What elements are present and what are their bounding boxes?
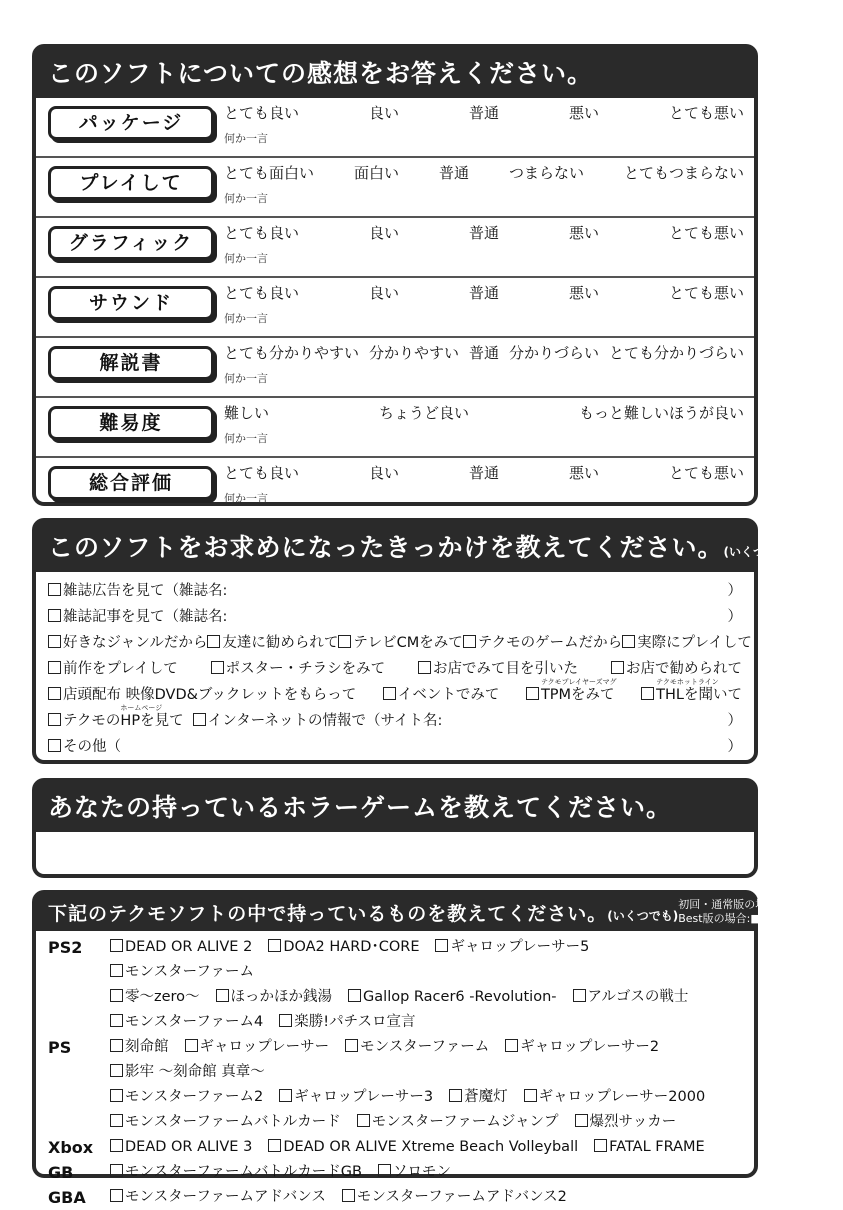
game-title: 楽勝!パチスロ宣言 [294,1014,416,1030]
checkbox[interactable] [268,1139,281,1152]
close-paren: ） [727,713,742,729]
platform-name [36,1010,110,1035]
reason-line-7 [48,734,742,760]
platform-name: GBA [48,1188,86,1207]
rating-row [36,98,754,156]
rating-option[interactable]: とても良い [224,224,300,242]
rating-option[interactable]: 分かりやすい [368,344,459,362]
reason-label: 前作をプレイして [63,661,178,677]
game-option [110,1160,362,1185]
checkbox[interactable] [48,583,61,596]
rating-option[interactable]: とても良い [224,464,300,482]
rating-option[interactable]: 悪い [568,284,599,302]
game-option [185,1035,330,1060]
rating-option[interactable]: 普通 [468,344,499,362]
rating-options [224,342,744,363]
checkbox[interactable] [378,1164,391,1177]
reason-label: お店でみて目を引いた [433,661,579,677]
checkbox[interactable] [279,1014,292,1027]
game-option [268,935,419,960]
rating-option[interactable]: 悪い [568,104,599,122]
reason-option [48,630,207,656]
checkbox[interactable] [526,687,539,700]
game-title: DEAD OR ALIVE 2 [125,939,253,955]
game-title: ほっかほか銭湯 [230,989,333,1005]
game-title: モンスターファームアドバンス2 [356,1189,567,1205]
checkbox[interactable] [185,1039,198,1052]
game-option [345,1035,489,1060]
checkbox[interactable] [383,687,396,700]
rating-label: グラフィック [48,226,214,260]
close-paren: ） [727,583,742,599]
comment-label: 何か一言 [224,192,268,205]
reasons-section [32,518,795,764]
reasons-body [36,572,754,760]
checkbox[interactable] [48,739,61,752]
game-title: ギャロップレーサー2000 [538,1089,706,1105]
hp-ruby: ホームページ [120,704,163,712]
game-title: モンスターファーム2 [125,1089,264,1105]
reason-option [338,630,462,656]
platform-row [36,935,754,985]
game-option [110,1010,263,1035]
game-title: 零～zero～ [125,989,200,1005]
reasons-title-note: (いくつでも) [723,545,795,559]
platform-row [36,985,754,1010]
rating-option[interactable]: 普通 [468,224,499,242]
checkbox[interactable] [348,989,361,1002]
checkbox[interactable] [110,1189,123,1202]
game-option [279,1010,415,1035]
rating-option[interactable]: とても面白い [224,164,315,182]
checkbox[interactable] [110,964,123,977]
reason-thl [656,678,742,708]
game-title: 爆烈サッカー [589,1114,677,1130]
platform-row [36,1035,754,1085]
owned-header [36,894,843,931]
checkbox[interactable] [110,1139,123,1152]
game-option [575,1110,677,1135]
reason-label: お店で勧められて [625,661,742,677]
game-option [524,1085,706,1110]
rating-row [36,396,754,456]
rating-option[interactable]: 良い [368,284,399,302]
platform-items [110,1085,754,1110]
rating-options [224,282,744,303]
reason-internet: インターネットの情報で（サイト名: [207,713,443,729]
rating-options [224,102,744,123]
checkbox[interactable] [449,1089,462,1102]
reason-tpm [540,678,617,708]
checkbox[interactable] [524,1089,537,1102]
rating-option[interactable]: 普通 [438,164,469,182]
rating-option[interactable]: ちょうど良い [378,404,469,422]
thl-ruby: テクモホットライン [656,678,719,686]
game-title: ギャロップレーサー3 [294,1089,434,1105]
reasons-title [36,522,795,572]
rating-rows [36,98,754,516]
game-option [378,1160,451,1185]
platform-row [36,1135,754,1160]
rating-option[interactable]: 難しい [224,404,270,422]
reason-magazine-ad: 雑誌広告を見て（雑誌名: [63,583,228,599]
owned-list [36,931,754,1210]
rating-options [224,462,744,483]
checkbox[interactable] [268,939,281,952]
platform-items [110,1010,754,1035]
reason-option [207,630,338,656]
rating-option[interactable]: 普通 [468,464,499,482]
game-option [357,1110,559,1135]
legend-first-note: (チェック) [790,898,843,911]
rating-option[interactable]: とても良い [224,284,300,302]
owned-title-note: (いくつでも) [607,908,679,923]
checkbox[interactable] [216,989,229,1002]
platform-items [110,1035,754,1085]
checkbox[interactable] [463,635,476,648]
game-title: ギャロップレーサー2 [520,1039,660,1055]
rating-option[interactable]: つまらない [508,164,584,182]
platform-name: PS [48,1038,72,1057]
game-title: アルゴスの戦士 [587,989,689,1005]
reason-magazine-article: 雑誌記事を見て（雑誌名: [63,609,228,625]
reason-label: ポスター・チラシをみて [225,661,386,677]
platform-name: PS2 [48,938,83,957]
game-title: モンスターファーム [360,1039,490,1055]
platform-name: Xbox [48,1138,94,1157]
close-paren: ） [727,739,742,755]
game-title: 蒼魔灯 [464,1089,508,1105]
rating-option[interactable]: とても悪い [668,104,744,122]
game-title: モンスターファーム [125,964,255,980]
reason-line-4 [48,656,742,682]
filled-box-icon: ■ [750,912,761,925]
platform-items [110,1135,754,1160]
game-title: モンスターファームアドバンス [125,1189,326,1205]
horror-section [32,778,758,878]
checkbox[interactable] [641,687,654,700]
game-title: Gallop Racer6 -Revolution- [363,989,557,1005]
reason-other: その他（ [63,739,121,755]
reason-line-1 [48,578,742,604]
rating-option[interactable]: とても悪い [668,284,744,302]
checkbox[interactable] [279,1089,292,1102]
rating-options [224,222,744,243]
legend-first-label: 初回・通常版の場合: [678,898,781,911]
checkbox[interactable] [207,635,220,648]
checkbox[interactable] [418,661,431,674]
rating-label: プレイして [48,166,214,200]
checkbox[interactable] [622,635,635,648]
rating-row [36,276,754,336]
game-option [435,935,589,960]
comment-label: 何か一言 [224,132,268,145]
reason-line-3 [48,630,752,656]
reason-event: イベントでみて [397,687,500,703]
game-option [110,960,254,985]
rating-label: 総合評価 [48,466,214,500]
game-option [110,1085,263,1110]
game-option [594,1135,705,1160]
checkbox[interactable] [110,939,123,952]
reasons-title-text: このソフトをお求めになったきっかけを教えてください。 [48,533,724,562]
game-option [279,1085,433,1110]
platform-items [110,985,754,1010]
game-option [110,985,200,1010]
rating-option[interactable]: 良い [368,464,399,482]
checkbox[interactable] [48,661,61,674]
reason-label: 実際にプレイして [637,635,752,651]
game-option [268,1135,578,1160]
game-option [110,1035,169,1060]
reason-option [463,630,622,656]
comment-label: 何か一言 [224,372,268,385]
impressions-section [32,44,758,506]
game-title: モンスターファームバトルカードGB [125,1164,362,1180]
rating-label: サウンド [48,286,214,320]
tpm-text: TPMをみて [540,687,615,703]
platform-items [110,935,754,985]
check-icon: ☑ [780,898,791,911]
game-option [216,985,333,1010]
game-option [110,1185,326,1210]
checkbox[interactable] [110,1064,123,1077]
platform-items [110,1160,754,1185]
checkbox[interactable] [338,635,351,648]
checkbox[interactable] [594,1139,607,1152]
game-option [348,985,556,1010]
reason-label: 好きなジャンルだから [63,635,208,651]
checkbox[interactable] [48,713,61,726]
horror-title: あなたの持っているホラーゲームを教えてください。 [36,782,754,832]
horror-answer-area[interactable] [36,832,754,884]
rating-option[interactable]: 悪い [568,224,599,242]
game-option [110,1110,341,1135]
comment-label: 何か一言 [224,432,268,445]
reason-option [48,656,178,682]
game-option [449,1085,508,1110]
checkbox[interactable] [110,1014,123,1027]
rating-option[interactable]: 良い [368,104,399,122]
rating-option[interactable]: 普通 [468,104,499,122]
game-option [110,1060,265,1085]
platform-name: GB [48,1163,74,1182]
rating-option[interactable]: とても分かりづらい [608,344,744,362]
checkbox[interactable] [193,713,206,726]
legend-best-label: Best版の場合: [678,912,751,925]
platform-items [110,1185,754,1210]
checkbox[interactable] [211,661,224,674]
game-option [342,1185,567,1210]
rating-option[interactable]: とてもつまらない [623,164,744,182]
platform-name [36,1085,110,1110]
reason-dvd: 店頭配布 映像DVD&ブックレットをもらって [63,687,357,703]
checkbox[interactable] [345,1039,358,1052]
reason-option [622,630,752,656]
game-option [110,1135,252,1160]
reason-option [211,656,386,682]
game-title: FATAL FRAME [609,1139,705,1155]
close-paren: ） [727,609,742,625]
owned-section [32,890,843,1207]
game-option [573,985,689,1010]
rating-label: 難易度 [48,406,214,440]
game-title: モンスターファームバトルカード [125,1114,341,1130]
game-title: ソロモン [392,1164,451,1180]
rating-option[interactable]: とても良い [224,104,300,122]
checkbox[interactable] [357,1114,370,1127]
rating-row [36,336,754,396]
checkbox[interactable] [48,609,61,622]
rating-options [224,402,744,423]
impressions-title: このソフトについての感想をお答えください。 [36,48,754,98]
rating-option[interactable]: 面白い [353,164,399,182]
hp-suffix: を見て [140,713,184,729]
rating-option[interactable]: もっと難しいほうが良い [578,404,744,422]
game-title: モンスターファームジャンプ [371,1114,559,1130]
rating-label: 解説書 [48,346,214,380]
hp-text: HP [120,713,141,729]
game-title: 影牢 ～刻命館 真章～ [125,1064,265,1080]
checkbox[interactable] [110,1039,123,1052]
game-title: ギャロップレーサー5 [450,939,590,955]
rating-option[interactable]: とても分かりやすい [224,344,360,362]
rating-option[interactable]: とても悪い [668,464,744,482]
platform-name [36,1110,110,1135]
game-title: DEAD OR ALIVE Xtreme Beach Volleyball [283,1139,579,1155]
checkbox[interactable] [342,1189,355,1202]
game-title: DOA2 HARD･CORE [283,939,420,955]
checkbox[interactable] [575,1114,588,1127]
game-title: ギャロップレーサー [199,1039,330,1055]
rating-option[interactable]: 良い [368,224,399,242]
legend-best-note: (ぬりつぶす) [760,912,825,925]
rating-option[interactable]: 悪い [568,464,599,482]
checkbox[interactable] [435,939,448,952]
game-title: DEAD OR ALIVE 3 [125,1139,253,1155]
reason-label: 友達に勧められて [222,635,339,651]
comment-label: 何か一言 [224,492,268,505]
comment-label: 何か一言 [224,252,268,265]
thl-text: THLを聞いて [656,687,742,703]
checkbox[interactable] [505,1039,518,1052]
checkbox[interactable] [573,989,586,1002]
game-title: モンスターファーム4 [125,1014,264,1030]
rating-options [224,162,744,183]
rating-row [36,216,754,276]
game-title: 刻命館 [125,1039,169,1055]
platform-row [36,1010,754,1035]
checkbox[interactable] [48,635,61,648]
platform-row [36,1110,754,1135]
reason-label: テレビCMをみて [353,635,463,651]
checkbox[interactable] [48,687,61,700]
rating-option[interactable]: 分かりづらい [508,344,599,362]
checkbox[interactable] [110,1089,123,1102]
platform-row [36,1085,754,1110]
checkbox[interactable] [110,989,123,1002]
rating-label: パッケージ [48,106,214,140]
rating-row [36,456,754,516]
hp-prefix: テクモの [63,713,121,729]
comment-label: 何か一言 [224,312,268,325]
checkbox[interactable] [110,1164,123,1177]
reason-line-6 [48,704,742,734]
platform-items [110,1110,754,1135]
checkbox[interactable] [110,1114,123,1127]
owned-legend [678,898,843,926]
owned-title: 下記のテクモソフトの中で持っているものを教えてください。 [48,902,608,925]
platform-name [36,985,110,1010]
tpm-ruby: テクモプレイヤーズマグ [540,678,617,686]
reason-label: テクモのゲームだから [477,635,623,651]
game-option [110,935,252,960]
platform-row [36,1160,754,1185]
game-option [505,1035,659,1060]
rating-option[interactable]: 普通 [468,284,499,302]
rating-row [36,156,754,216]
platform-row [36,1185,754,1210]
rating-option[interactable]: とても悪い [668,224,744,242]
reason-line-2 [48,604,742,630]
